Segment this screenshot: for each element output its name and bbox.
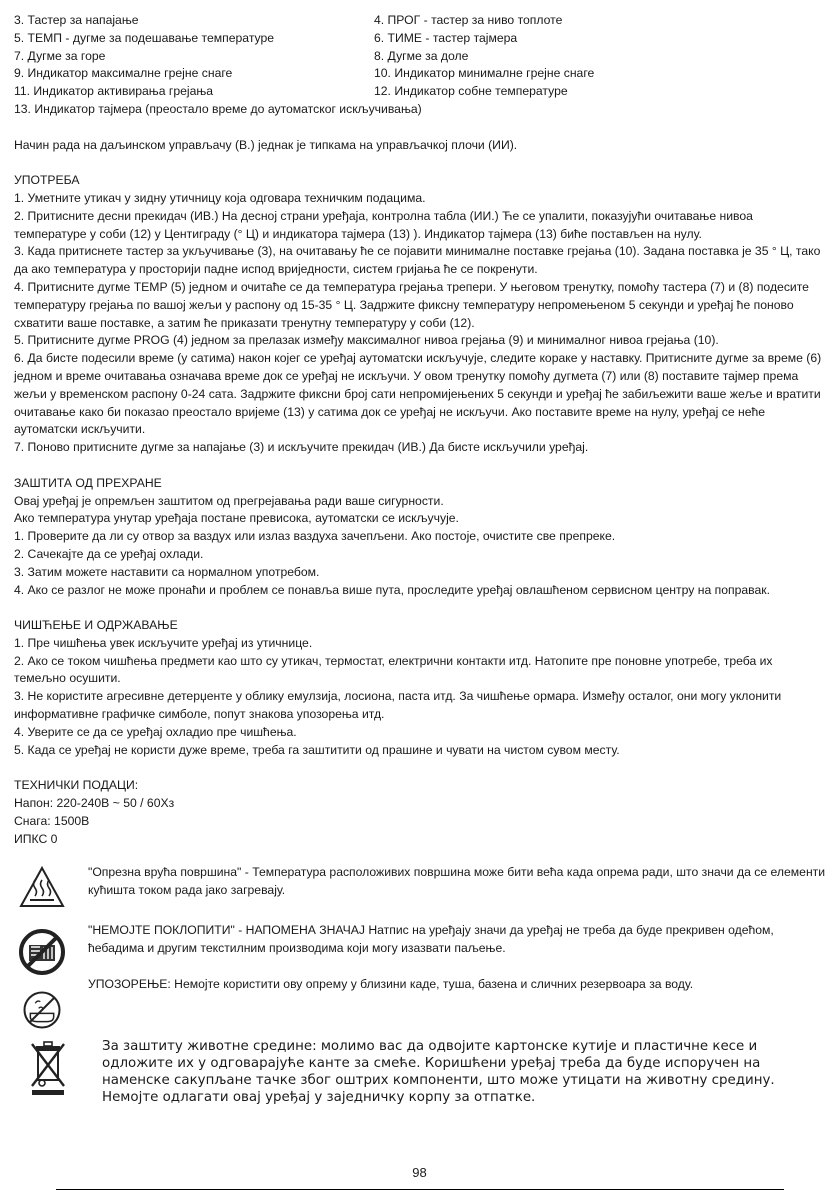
usage-step: 3. Када притиснете тастер за укључивање (3), на очитавању ће се појавити минималне поставке грејања (10). Задана поставка је 35 ° Ц, тако да ако температура у просторији падне испод вриједности, систем гријања ће се покренути.	[14, 244, 821, 277]
do-not-cover-warning	[14, 922, 826, 958]
legend-list	[14, 12, 826, 101]
legend-item: 9. Индикатор максималне грејне снаге	[14, 66, 233, 81]
crossed-bin-icon	[28, 1040, 68, 1096]
legend-item-13: 13. Индикатор тајмера (преостало време до аутоматског искључивања)	[14, 101, 422, 116]
cleaning-line: 5. Када се уређај не користи дуже време, треба га заштитити од прашине и чувати на чистом сувом месту.	[14, 742, 620, 757]
overheat-line: Овај уређај је опремљен заштитом од прегрејавања ради ваше сигурности.	[14, 493, 444, 508]
page-number: 98	[412, 1165, 427, 1180]
tech-line: ИПКС 0	[14, 831, 58, 846]
overheat-line: Ако температура унутар уређаја постане превисока, аутоматски се искључује.	[14, 511, 459, 526]
legend-item: 11. Индикатор активирања грејања	[14, 84, 214, 99]
legend-item: 4. ПРОГ - тастер за ниво топлоте	[374, 13, 563, 27]
usage-heading: УПОТРЕБА	[14, 173, 80, 188]
do-not-cover-icon	[18, 928, 66, 976]
footer-divider	[56, 1189, 784, 1190]
cleaning-line: 2. Ако се током чишћења предмети као што су утикач, термостат, електрични контакти итд. Натопите пре поновне употребе, треба их темељно осушити.	[14, 653, 773, 686]
overheat-heading: ЗАШТИТА ОД ПРЕХРАНЕ	[14, 475, 162, 490]
do-not-cover-text: "НЕМОЈТЕ ПОКЛОПИТИ" - НАПОМЕНА ЗНАЧАЈ Натпис на уређају значи да уређај не треба да буде прекривен одећом, ћебадима и другим текстилним производима који могу изазвати паљење.	[88, 923, 774, 955]
tech-heading: ТЕХНИЧКИ ПОДАЦИ:	[14, 778, 139, 793]
hot-surface-warning	[14, 864, 826, 900]
overheat-line: 2. Сачекајте да се уређај охлади.	[14, 546, 204, 561]
water-text: УПОЗОРЕЊЕ: Немојте користити ову опрему у близини каде, туша, базена и сличних резервоара за воду.	[88, 976, 694, 991]
legend-item: 8. Дугме за доле	[374, 48, 469, 63]
hot-surface-text: "Опрезна врућа површина" - Температура расположивих површина може бити већа када опрема ради, што значи да се елементи кућишта током рада јако загревају.	[88, 865, 826, 898]
usage-step: 1. Уметните утикач у зидну утичницу која одговара техничким подацима.	[14, 190, 426, 205]
legend-item: 3. Тастер за напајање	[14, 13, 139, 27]
no-water-icon	[22, 990, 62, 1030]
legend-item: 5. ТЕМП - дугме за подешавање температуре	[14, 30, 275, 45]
cleaning-line: 1. Пре чишћења увек искључите уређај из утичнице.	[14, 635, 313, 650]
legend-item: 6. ТИМЕ - тастер тајмера	[374, 30, 518, 45]
environment-text: За заштиту животне средине: молимо вас да одвојите картонске кутије и пластичне кесе и одложите их у одговарајуће канте за смеће. Коришћени уређај треба да буде испоручен на наменске сакупљане тачке због оштрих компоненти, што може утицати на животну средину. Немојте одлагати овај уређај у заједничку корпу за отпатке.	[102, 1038, 775, 1106]
legend-item: 7. Дугме за горе	[14, 48, 106, 63]
legend-item: 10. Индикатор минималне грејне снаге	[374, 66, 595, 81]
tech-line: Снага: 1500В	[14, 813, 90, 828]
usage-step: 7. Поново притисните дугме за напајање (3) и искључите прекидач (ИВ.) Да бисте искључили уређај.	[14, 440, 589, 455]
remote-note: Начин рада на даљинском управљачу (В.) једнак је типкама на управљачкој плочи (ИИ).	[14, 137, 518, 152]
overheat-line: 3. Затим можете наставити са нормалном употребом.	[14, 564, 320, 579]
cleaning-line: 4. Уверите се да се уређај охладио пре чишћења.	[14, 724, 297, 739]
usage-step: 4. Притисните дугме TEMP (5) једном и очитаће се да температура грејања трепери. У његовом тренутку, помоћу тастера (7) и (8) подесите температуру грејања по вашој жељи у распону од 15-35 ° Ц. Задржите фиксну температуру непромењеном 5 секунди и уређај ће поново схватити ваше поставке, а затим ће приказати тренутну температуру у соби (12).	[14, 279, 809, 330]
overheat-line: 1. Проверите да ли су отвор за ваздух или излаз ваздуха зачепљени. Ако постоје, очистите све препреке.	[14, 529, 616, 544]
usage-step: 6. Да бисте подесили време (у сатима) након којег се уређај аутоматски искључује, следите кораке у наставку. Притисните дугме за време (6) једном и време очитавања означава време док се уређај не искључи. У овом тренутку помоћу дугмета (7) или (8) поставите тајмер према жељи у временском распону 0-24 сата. Задржите фиксни број сати непромијењених 5 секунди и уређај ће забиљежити ваше жеље и вратити очитавање како би показао преостало вријеме (13) у сатима док се уређај не искључи. Ако поставите време на нулу, уређај се неће аутоматски искључити.	[14, 351, 822, 437]
water-warning	[14, 976, 826, 1036]
legend-item: 12. Индикатор собне температуре	[374, 84, 568, 99]
cleaning-heading: ЧИШЋЕЊЕ И ОДРЖАВАЊЕ	[14, 618, 178, 633]
overheat-line: 4. Ако се разлог не може пронаћи и проблем се понавља више пута, проследите уређај овлашћеном сервисном центру на поправак.	[14, 582, 770, 597]
cleaning-line: 3. Не користите агресивне детерџенте у облику емулзија, лосиона, паста итд. За чишћење ормара. Између осталог, они могу уклонити информативне графичке симболе, попут знакова упозорења итд.	[14, 689, 782, 722]
environment-note	[14, 1038, 826, 1107]
document-page	[14, 12, 826, 1106]
tech-line: Напон: 220-240В ~ 50 / 60Хз	[14, 796, 175, 811]
usage-step: 2. Притисните десни прекидач (ИВ.) На десној страни уређаја, контролна табла (ИИ.) Ће се упалити, показујући очитавање нивоа температуре у соби (12) у Центиграду (° Ц) и индикатора тајмера (13) ). Индикатор тајмера (13) биће постављен на нулу.	[14, 208, 753, 241]
usage-step: 5. Притисните дугме PROG (4) једном за прелазак између максималног нивоа грејања (9) и минималног нивоа грејања (10).	[14, 333, 719, 348]
hot-surface-icon	[18, 864, 66, 912]
